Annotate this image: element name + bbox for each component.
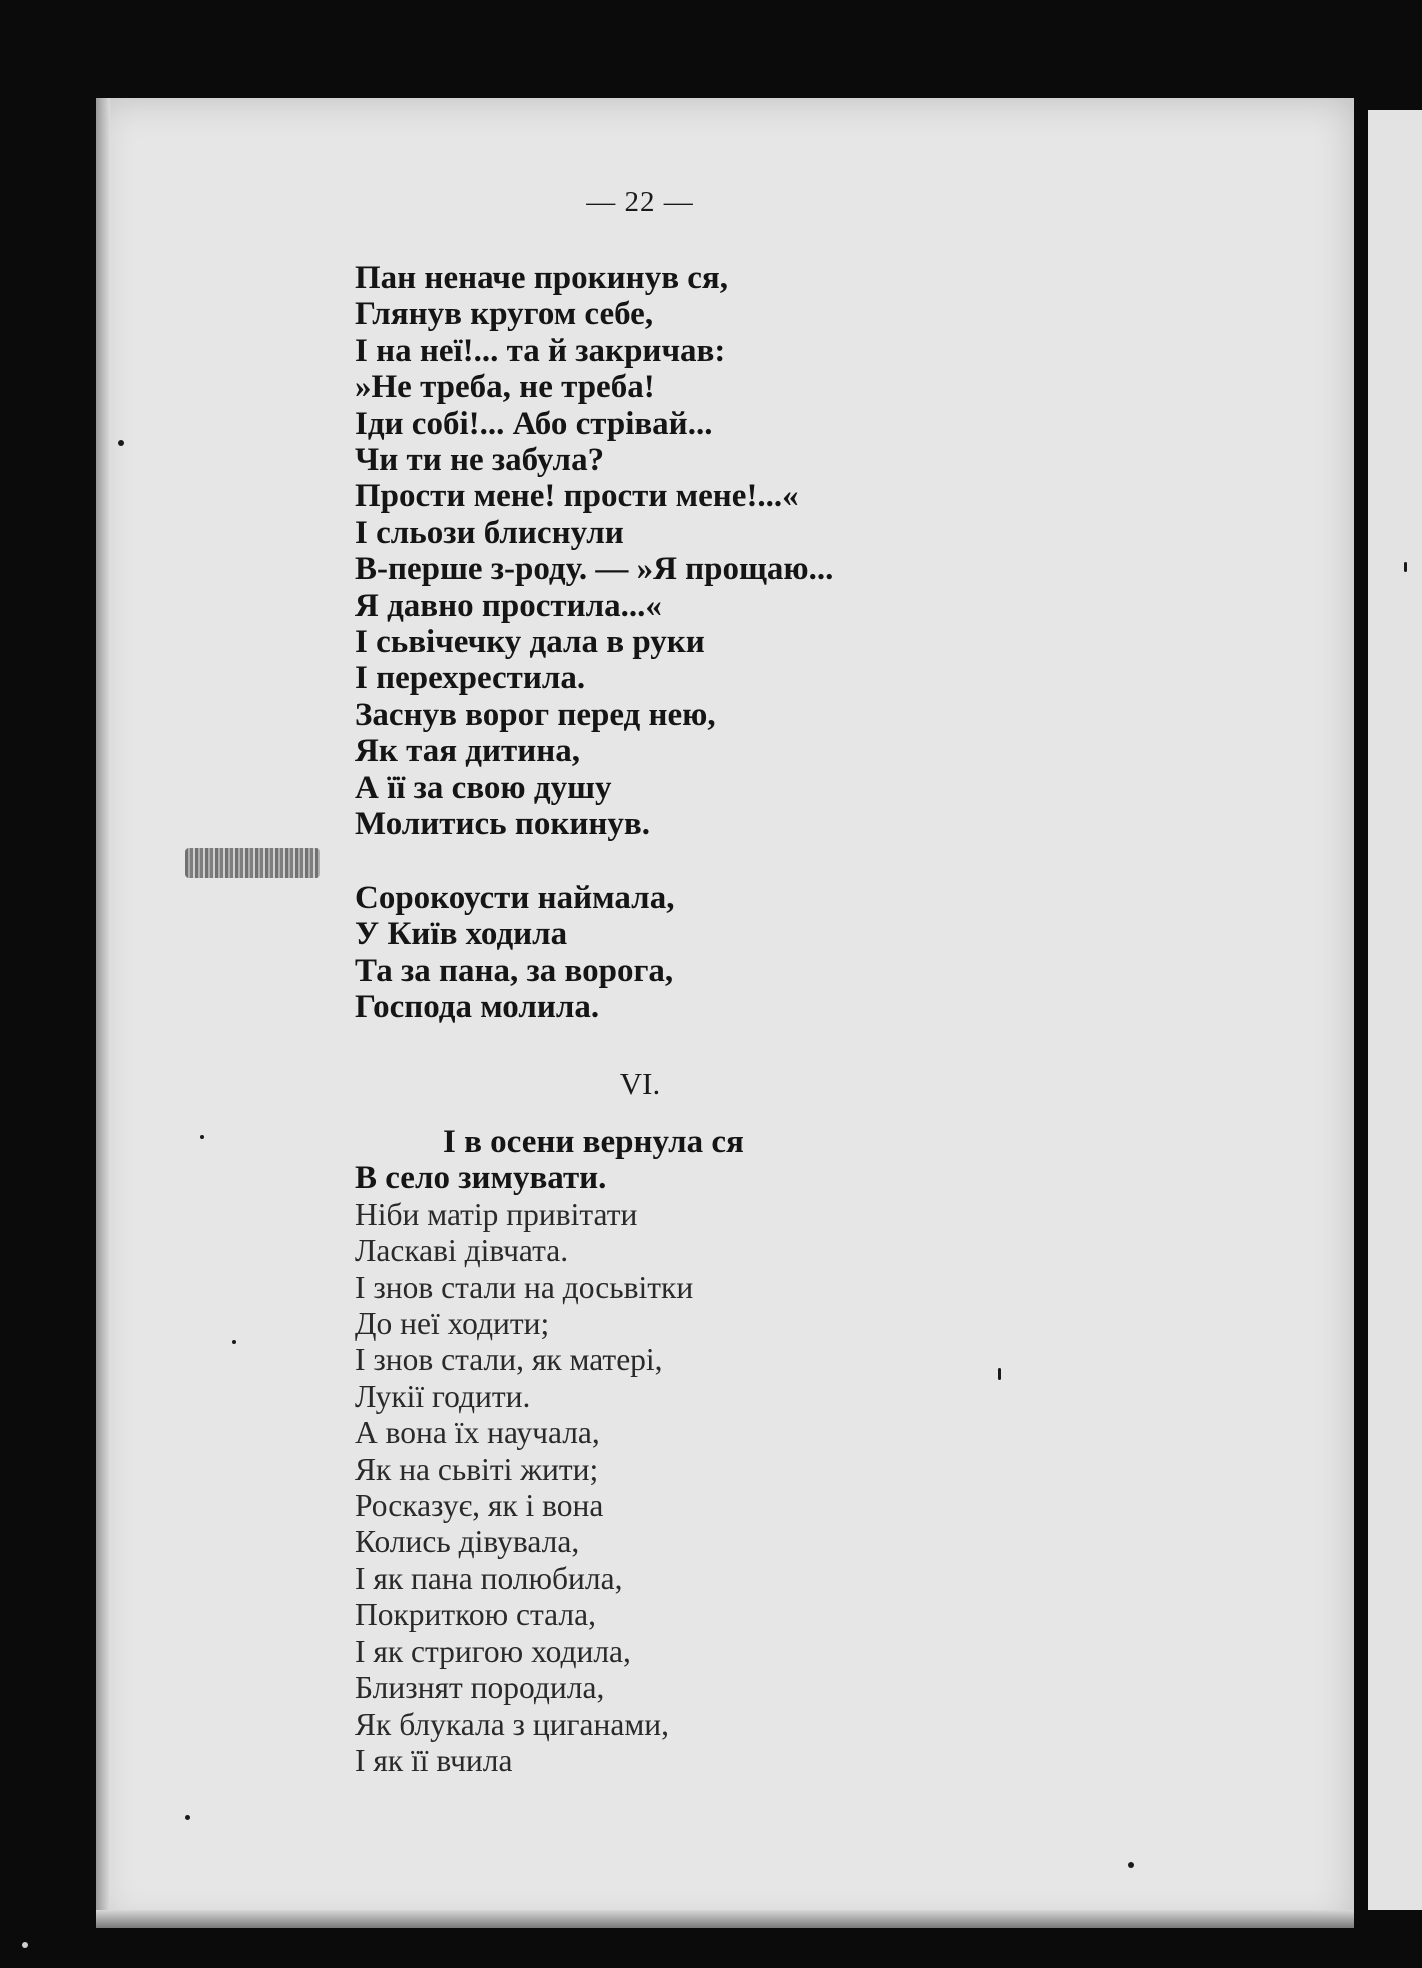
stanza-2: [355, 880, 674, 1026]
verse-line: До неї ходити;: [355, 1306, 550, 1342]
scan-speck: [185, 1815, 190, 1820]
verse-line: І на неї!... та й закричав:: [355, 332, 726, 369]
page-bottom-shadow: [96, 1910, 1354, 1928]
verse-line: І знов стали на досьвітки: [355, 1269, 694, 1305]
verse-line: Близнят породила,: [355, 1670, 605, 1706]
verse-line: Молитись покинув.: [355, 806, 651, 843]
verse-line: Та за пана, за ворога,: [355, 952, 674, 989]
verse-line: Заснув ворог перед нею,: [355, 696, 716, 733]
verse-line: Чи ти не забула?: [355, 442, 605, 479]
verse-line: Я давно простила...«: [355, 587, 662, 624]
verse-line: Прости мене! прости мене!...«: [355, 478, 799, 515]
verse-line: Колись дівувала,: [355, 1524, 580, 1560]
scan-speck: [998, 1368, 1001, 1380]
verse-line: В село зимувати.: [355, 1160, 607, 1197]
verse-line: Ласкаві дівчата.: [355, 1233, 569, 1269]
verse-line: І в осени вернула ся: [443, 1124, 744, 1160]
verse-line: »Не треба, не треба!: [355, 369, 655, 406]
verse-line: І перехрестила.: [355, 660, 586, 697]
verse-line: Лукії годити.: [355, 1378, 531, 1414]
stanza-1: [355, 260, 833, 843]
verse-line: Господа молила.: [355, 989, 600, 1026]
verse-line: Як блукала з циганами,: [355, 1706, 670, 1742]
scan-speck: [1404, 562, 1407, 572]
verse-line: А її за свою душу: [355, 769, 612, 806]
verse-line: Росказує, як і вона: [355, 1488, 604, 1524]
scan-speck: [232, 1340, 236, 1344]
scan-speck: [1128, 1862, 1134, 1868]
verse-line: Глянув кругом себе,: [355, 296, 654, 333]
scan-speck: [118, 440, 124, 446]
page-left-shadow: [96, 98, 110, 1928]
verse-line: Сорокоусти наймала,: [355, 880, 675, 916]
verse-line: Іди собі!... Або стрівай...: [355, 405, 713, 442]
verse-line: Покриткою стала,: [355, 1597, 597, 1633]
verse-line: І як пана полюбила,: [355, 1560, 623, 1596]
verse-line: Пан неначе прокинув ся,: [355, 260, 729, 296]
library-stamp: [185, 848, 320, 878]
verse-line: А вона їх научала,: [355, 1415, 600, 1451]
facing-page-edge: [1368, 110, 1422, 1910]
verse-line: І сьвічечку дала в руки: [355, 624, 705, 661]
scan-speck: [200, 1135, 204, 1139]
stanza-3: [355, 1124, 744, 1779]
verse-line: І як її вчила: [355, 1742, 513, 1778]
verse-line: І сльози блиснули: [355, 514, 624, 551]
verse-line: Як на сьвіті жити;: [355, 1451, 599, 1487]
verse-line: І знов стали, як матері,: [355, 1342, 663, 1378]
verse-line: Ніби матір привітати: [355, 1196, 638, 1232]
verse-line: І як стригою ходила,: [355, 1633, 631, 1669]
scan-speck: [22, 1942, 28, 1948]
page-number: — 22 —: [586, 186, 694, 218]
verse-line: Як тая дитина,: [355, 733, 581, 770]
verse-line: У Київ ходила: [355, 916, 568, 953]
verse-line: В-перше з-роду. — »Я прощаю...: [355, 551, 834, 588]
section-heading: VI.: [619, 1066, 661, 1101]
